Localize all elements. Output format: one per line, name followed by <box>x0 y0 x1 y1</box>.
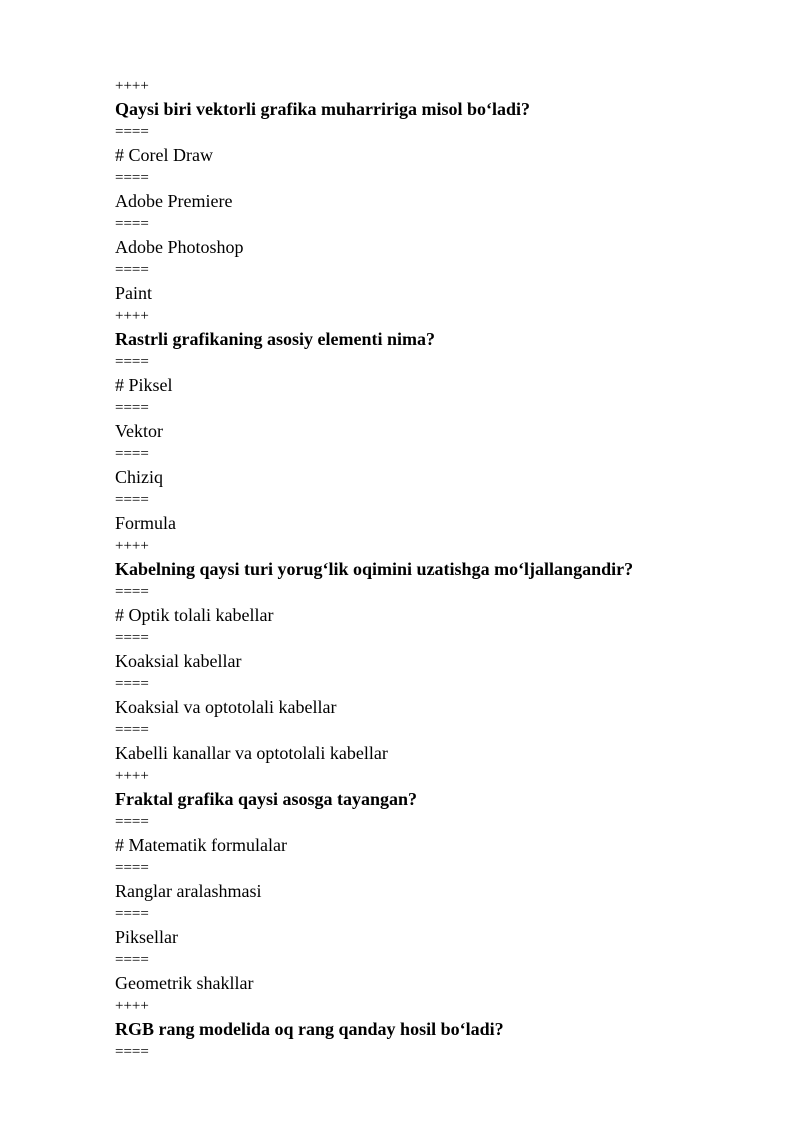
option-separator: ==== <box>115 860 149 876</box>
option-separator: ==== <box>115 492 149 508</box>
option-separator: ==== <box>115 630 149 646</box>
document-page <box>115 76 755 1063</box>
option-separator: ==== <box>115 400 149 416</box>
start-marker: ++++ <box>115 768 149 784</box>
option-separator: ==== <box>115 906 149 922</box>
option: Koaksial va optotolali kabellar <box>115 697 337 717</box>
option-correct: # Corel Draw <box>115 145 213 165</box>
option-separator: ==== <box>115 584 149 600</box>
option-separator: ==== <box>115 446 149 462</box>
option-correct: # Piksel <box>115 375 173 395</box>
question-text: Rastrli grafikaning asosiy elementi nima? <box>115 329 435 349</box>
option: Formula <box>115 513 176 533</box>
start-marker: ++++ <box>115 998 149 1014</box>
option: Koaksial kabellar <box>115 651 242 671</box>
question-block-2 <box>115 306 755 536</box>
option-separator: ==== <box>115 354 149 370</box>
start-marker: ++++ <box>115 308 149 324</box>
option: Kabelli kanallar va optotolali kabellar <box>115 743 388 763</box>
start-marker: ++++ <box>115 538 149 554</box>
question-block-5 <box>115 996 755 1063</box>
option-separator: ==== <box>115 262 149 278</box>
option-separator: ==== <box>115 676 149 692</box>
question-text: Qaysi biri vektorli grafika muharririga misol bo‘ladi? <box>115 99 530 119</box>
option: Geometrik shakllar <box>115 973 254 993</box>
question-block-1 <box>115 76 755 306</box>
option-correct: # Optik tolali kabellar <box>115 605 274 625</box>
option-correct: # Matematik formulalar <box>115 835 287 855</box>
option-separator: ==== <box>115 170 149 186</box>
option: Paint <box>115 283 153 303</box>
option: Adobe Photoshop <box>115 237 244 257</box>
question-block-4 <box>115 766 755 996</box>
option-separator: ==== <box>115 814 149 830</box>
option-separator: ==== <box>115 124 149 140</box>
option: Piksellar <box>115 927 178 947</box>
option-separator: ==== <box>115 1044 149 1060</box>
question-text: Fraktal grafika qaysi asosga tayangan? <box>115 789 418 809</box>
option-separator: ==== <box>115 722 149 738</box>
question-text: RGB rang modelida oq rang qanday hosil bo‘ladi? <box>115 1019 504 1039</box>
option: Ranglar aralashmasi <box>115 881 262 901</box>
option-separator: ==== <box>115 216 149 232</box>
option-separator: ==== <box>115 952 149 968</box>
option: Vektor <box>115 421 163 441</box>
option: Adobe Premiere <box>115 191 233 211</box>
question-block-3 <box>115 536 755 766</box>
start-marker: ++++ <box>115 78 149 94</box>
option: Chiziq <box>115 467 163 487</box>
question-text: Kabelning qaysi turi yorug‘lik oqimini uzatishga mo‘ljallangandir? <box>115 559 634 579</box>
